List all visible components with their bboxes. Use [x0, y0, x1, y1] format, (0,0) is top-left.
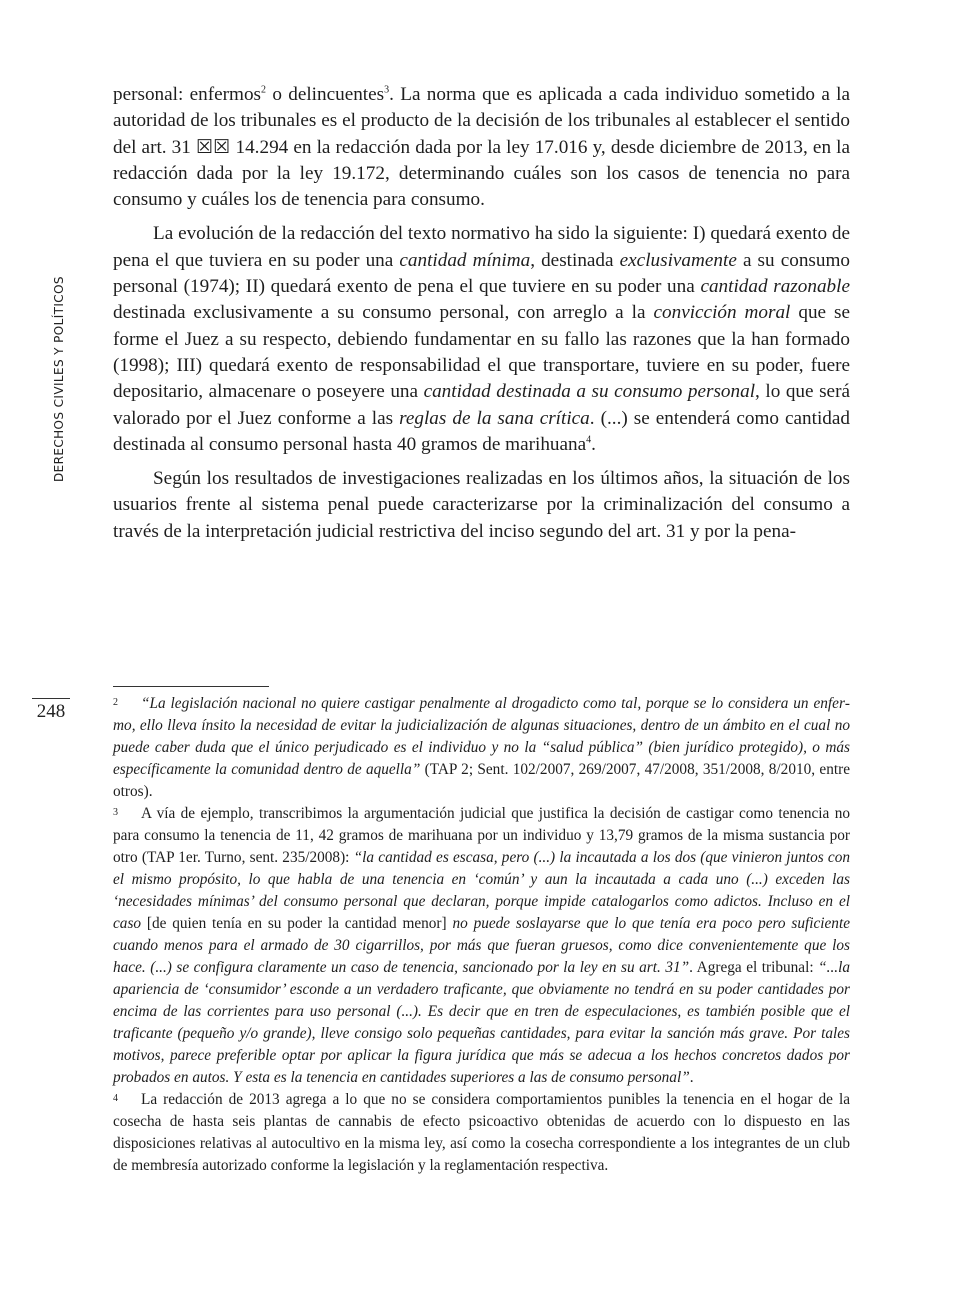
italic-text: cantidad destinada a su consumo personal: [423, 381, 756, 403]
text-run: a su consumo personal (1974); II) quedará exento de pena el que tuviere en su poder una: [113, 249, 850, 298]
text-run: . Agrega el tribunal:: [689, 959, 819, 976]
text-run: .: [689, 1069, 694, 1086]
text-run: (TAP 2; Sent. 102/2007, 269/2007, 47/2008, 351/2008, 8/2010, entre otros).: [113, 761, 850, 800]
footnote-reference: 3: [384, 84, 390, 96]
footnote: [113, 803, 850, 1089]
footnotes: [113, 693, 850, 1177]
footnote: [113, 1089, 850, 1177]
text-run: personal: enfermos: [113, 84, 262, 105]
text-run: . La norma que es aplicada a cada individuo sometido a la autoridad de los tribunales es el producto de la decisión de los tribunales al establecer el sentido del art. 31 ☒☒ 14.294 en la redacción dada por la ley 17.016 y, desde diciembre de 2013, en la redacción dada por la ley 19.172, determinando cuáles son los casos de tenencia no para consumo y cuáles los de tenencia para consumo.: [113, 84, 850, 211]
footnote-number: 2: [113, 697, 118, 708]
body-text: [113, 82, 850, 553]
italic-text: cantidad mínima: [399, 249, 531, 271]
text-run: La evolución de la redacción del texto normativo ha sido la siguiente: I) quedará exento de pena el que tuviera en su poder una: [113, 223, 850, 271]
paragraph: [113, 221, 850, 458]
footnote-reference: 4: [586, 434, 592, 446]
italic-text: exclusivamente: [619, 249, 737, 271]
text-run: [de quien tenía en su poder la cantidad menor]: [141, 915, 453, 932]
paragraph: [113, 466, 850, 545]
text-run: .: [591, 433, 596, 455]
italic-text: no puede soslayarse que lo que tenía era poco pero suficiente cuando menos para el armado de 30 cigarrillos, por más que fueran gruesos, como dice convenientemente que los hace. (...) se configura claramente un caso de tenencia, sancionado por la ley en su art. 31”: [113, 915, 850, 976]
text-run: Según los resultados de investigaciones realizadas en los últimos años, la situación de los usuarios frente al sistema penal puede caracterizarse por la criminalización del consumo a través de la interpretación judicial restrictiva del inciso segundo del art. 31 y por la pena-: [113, 468, 850, 542]
text-run: La redacción de 2013 agrega a lo que no se considera comportamientos punibles la tenencia en el hogar de la cosecha de hasta seis plantas de cannabis de efecto psicoactivo obtenidas de acuerdo con lo dispuesto en las disposiciones relativas al autocultivo en la misma ley, así como la cosecha correspondiente a los integrantes de un club de membresía autorizado conforme la legislación y la reglamentación respectiva.: [113, 1091, 850, 1174]
italic-text: cantidad razonable: [700, 276, 850, 298]
text-run: , lo que será valorado por el Juez conforme a las: [113, 381, 850, 429]
text-run: que se forme el Juez a su respecto, debiendo fundamentar en su fallo las razones que la han formado (1998); III) quedará exento de responsabilidad el que transportare, tuviere en su poder, fuere depositario, almacenare o poseyere una: [113, 302, 851, 403]
page-number: 248: [32, 698, 70, 723]
text-run: destinada exclusivamente a su consumo personal, con arreglo a la: [113, 302, 654, 324]
text-run: A vía de ejemplo, transcribimos la argumentación judicial que justifica la decisión de castigar como tenencia no para consumo la tenencia de 11, 42 gramos de marihuana por un individuo y 13,79 gramos de la misma sustancia por otro (TAP 1er. Turno, sent. 235/2008):: [113, 805, 850, 866]
footnote-reference: 2: [261, 84, 267, 96]
text-run: , destinada: [530, 249, 620, 271]
footnote-number: 4: [113, 1093, 118, 1104]
italic-text: convicción moral: [653, 302, 791, 324]
paragraph: [113, 82, 850, 213]
italic-text: “...la apariencia de ‘consumidor’ esconde a un verdadero traficante, que obviamente no tendrá en su poder cantidades por encima de las corrientes para uso personal (...). Es decir que en tren de especulaciones, es también posible que el traficante (pequeño y/o grande), lleve consigo solo pequeñas cantidades, para evitar la sanción más grave. Por tales motivos, parece preferible optar por aplicar la figura jurídica que más se adecua a los hechos concretos dados por probados en autos. Y esta es la tenencia en cantidades superiores a las de consumo personal”: [113, 959, 850, 1086]
footnote: [113, 693, 850, 803]
running-header: DERECHOS CIVILES Y POLÍTICOS: [52, 276, 66, 482]
italic-text: “La legislación nacional no quiere castigar penalmente al drogadicto como tal, porque se lo considera un enfermo, ello lleva ínsito la necesidad de evitar la judicialización de algunas situaciones, dentro de un ámbito en el cual no puede caber duda que el único perjudicado es el individuo y no la “salud pública” (bien jurídico protegido), o más específicamente la comunidad dentro de aquella”: [113, 695, 850, 778]
text-run: . (...) se entenderá como cantidad destinada al consumo personal hasta 40 gramos de marihuana: [113, 407, 850, 455]
italic-text: “la cantidad es escasa, pero (...) la incautada a los dos (que vinieron juntos con el mismo propósito, lo que habla de una tenencia en ‘común’ y aun la incautada a cada uno (...) exceden las ‘necesidades mínimas’ del consumo personal que declaran, porque impide catalogarlos como adictos. Incluso en el caso: [113, 849, 851, 932]
text-run: o delincuentes: [266, 84, 385, 105]
footnote-separator: [113, 686, 269, 687]
footnote-number: 3: [113, 807, 118, 818]
italic-text: reglas de la sana crítica: [399, 407, 590, 429]
